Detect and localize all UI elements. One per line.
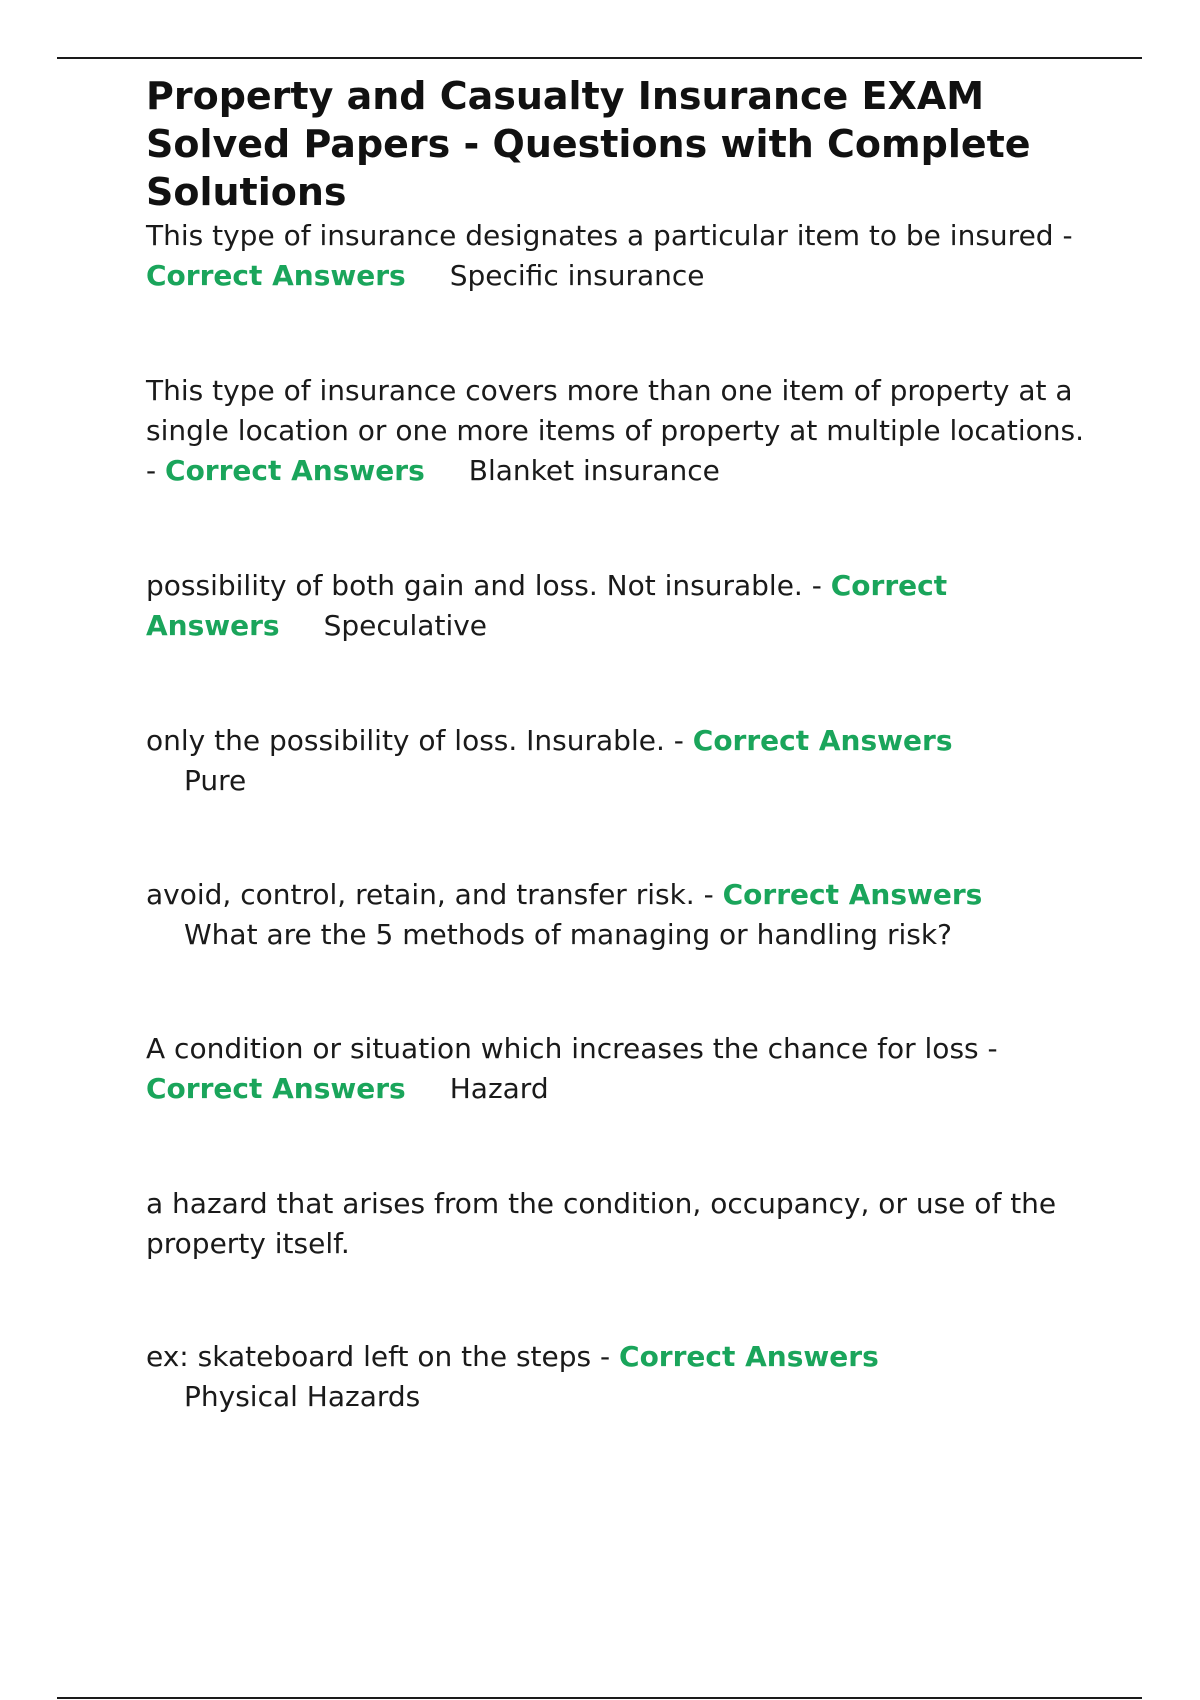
correct-answers-label: Correct Answers	[722, 878, 983, 911]
correct-answers-label: Correct Answers	[692, 724, 953, 757]
question-text: This type of insurance designates a particular item to be insured -	[146, 219, 1073, 252]
qa-item-7-example	[146, 1337, 1096, 1417]
answer-text: Specific insurance	[449, 259, 705, 292]
question-text: This type of insurance covers more than one item of property at a single location or one more items of property at multiple locations. -	[146, 374, 1085, 487]
answer-text: What are the 5 methods of managing or handling risk?	[184, 918, 952, 951]
correct-answers-label: Correct Answers	[146, 569, 948, 642]
correct-answers-label: Correct Answers	[619, 1340, 879, 1373]
qa-item-6	[146, 1029, 1096, 1109]
answer-text: Hazard	[449, 1072, 549, 1105]
question-text: possibility of both gain and loss. Not insurable. -	[146, 569, 831, 602]
question-text: avoid, control, retain, and transfer risk. -	[146, 878, 723, 911]
answer-text: Blanket insurance	[468, 454, 720, 487]
qa-item-2	[146, 371, 1096, 491]
document-title: Property and Casualty Insurance EXAM Solved Papers - Questions with Complete Solutions	[146, 74, 1031, 214]
qa-item-1	[146, 216, 1096, 296]
document-body	[146, 72, 1096, 1417]
answer-text: Speculative	[323, 609, 488, 642]
correct-answers-label: Correct Answers	[146, 259, 406, 292]
bottom-rule	[57, 1697, 1142, 1699]
question-text: ex: skateboard left on the steps -	[146, 1340, 620, 1373]
top-rule	[57, 57, 1142, 59]
qa-item-4	[146, 721, 1096, 801]
qa-item-3	[146, 566, 1026, 646]
qa-item-5	[146, 875, 1096, 955]
qa-item-7-definition	[146, 1184, 1096, 1264]
question-text: only the possibility of loss. Insurable. -	[146, 724, 693, 757]
correct-answers-label: Correct Answers	[165, 454, 425, 487]
answer-text: Physical Hazards	[184, 1380, 421, 1413]
question-text: a hazard that arises from the condition, occupancy, or use of the property itself.	[146, 1187, 1057, 1260]
question-text: A condition or situation which increases the chance for loss -	[146, 1032, 998, 1065]
correct-answers-label: Correct Answers	[146, 1072, 406, 1105]
answer-text: Pure	[184, 764, 247, 797]
